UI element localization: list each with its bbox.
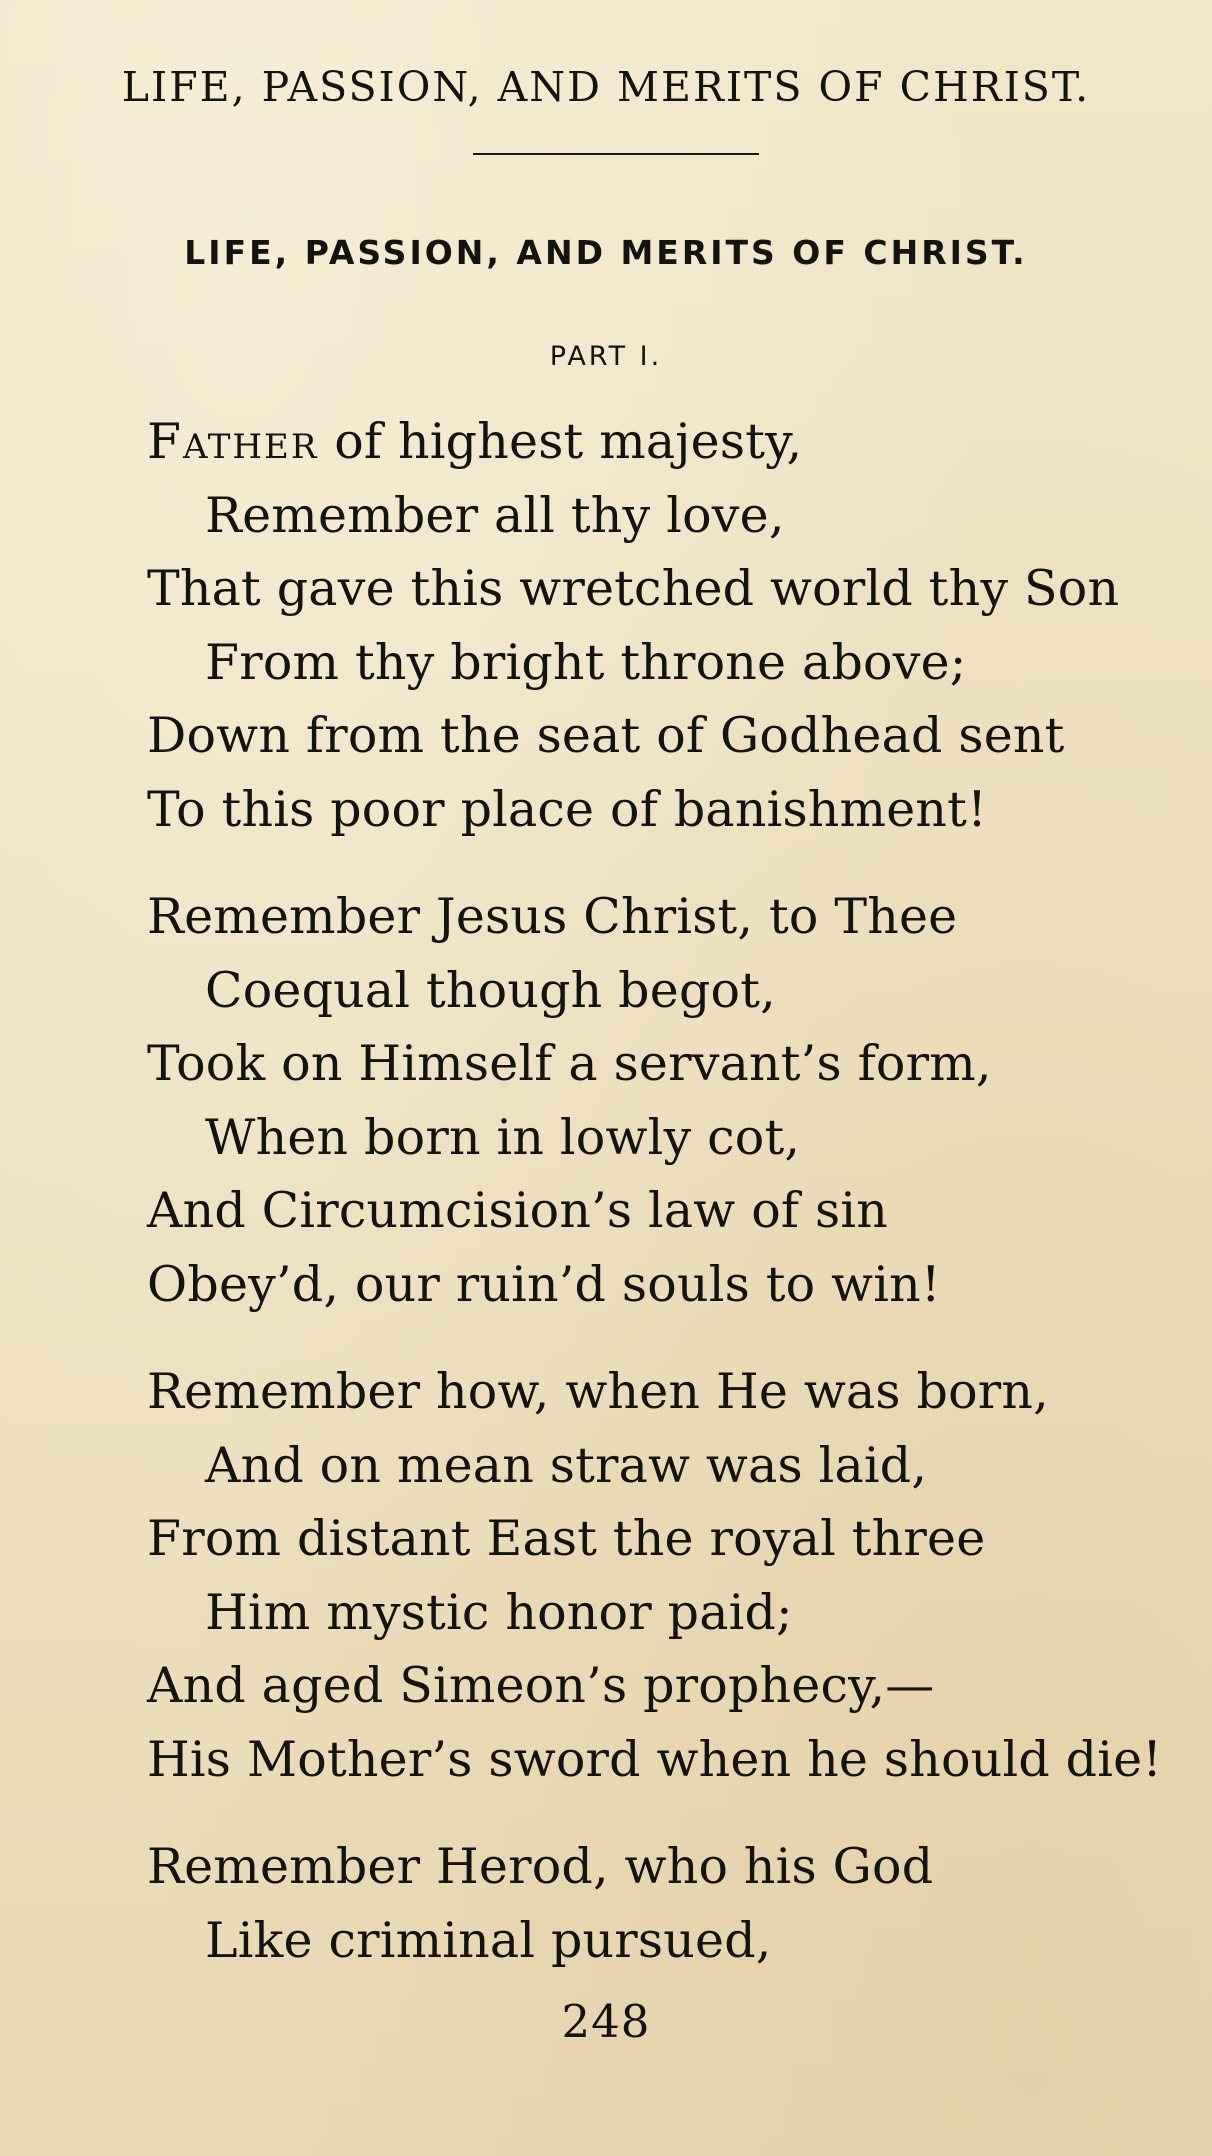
poem-line: And aged Simeon’s prophecy,— [147,1657,935,1714]
page-number: 248 [561,1995,651,2048]
poem-line: From thy bright throne above; [205,633,967,691]
stanza-3 [147,1355,1187,1796]
poem-line: When born in lowly cot, [205,1108,801,1166]
poem-body [147,405,1187,2011]
header-rule [473,153,759,155]
poem-line [147,405,1187,479]
poem-line: And Circumcision’s law of sin [147,1182,889,1239]
poem-line: His Mother’s sword when he should die! [147,1730,1163,1788]
poem-line: Remember how, when He was born, [147,1363,1049,1420]
poem-line: Coequal though begot, [205,961,776,1019]
poem-line: Him mystic honor paid; [205,1583,793,1641]
running-head: LIFE, PASSION, AND MERITS OF CHRIST. [121,63,1091,111]
poem-line: Remember Herod, who his God [147,1838,934,1895]
poem-title: LIFE, PASSION, AND MERITS OF CHRIST. [184,233,1028,272]
stanza-2 [147,880,1187,1321]
poem-line: Remember Jesus Christ, to Thee [147,888,958,945]
part-heading: PART I. [549,341,663,372]
first-word-small-caps: Father [147,413,319,470]
poem-line: From distant East the royal three [147,1510,986,1567]
poem-line: Down from the seat of Godhead sent [147,707,1065,764]
poem-line: Remember all thy love, [205,486,785,544]
line-text: of highest majesty, [318,413,803,470]
poem-line: That gave this wretched world thy Son [147,560,1120,617]
poem-line: Like criminal pursued, [205,1911,772,1969]
poem-line: To this poor place of banishment! [147,780,987,838]
stanza-1 [147,405,1187,846]
poem-line: Took on Himself a servant’s form, [147,1035,992,1092]
stanza-4 [147,1830,1187,1977]
poem-line: And on mean straw was laid, [205,1436,928,1494]
poem-line: Obey’d, our ruin’d souls to win! [147,1255,941,1313]
